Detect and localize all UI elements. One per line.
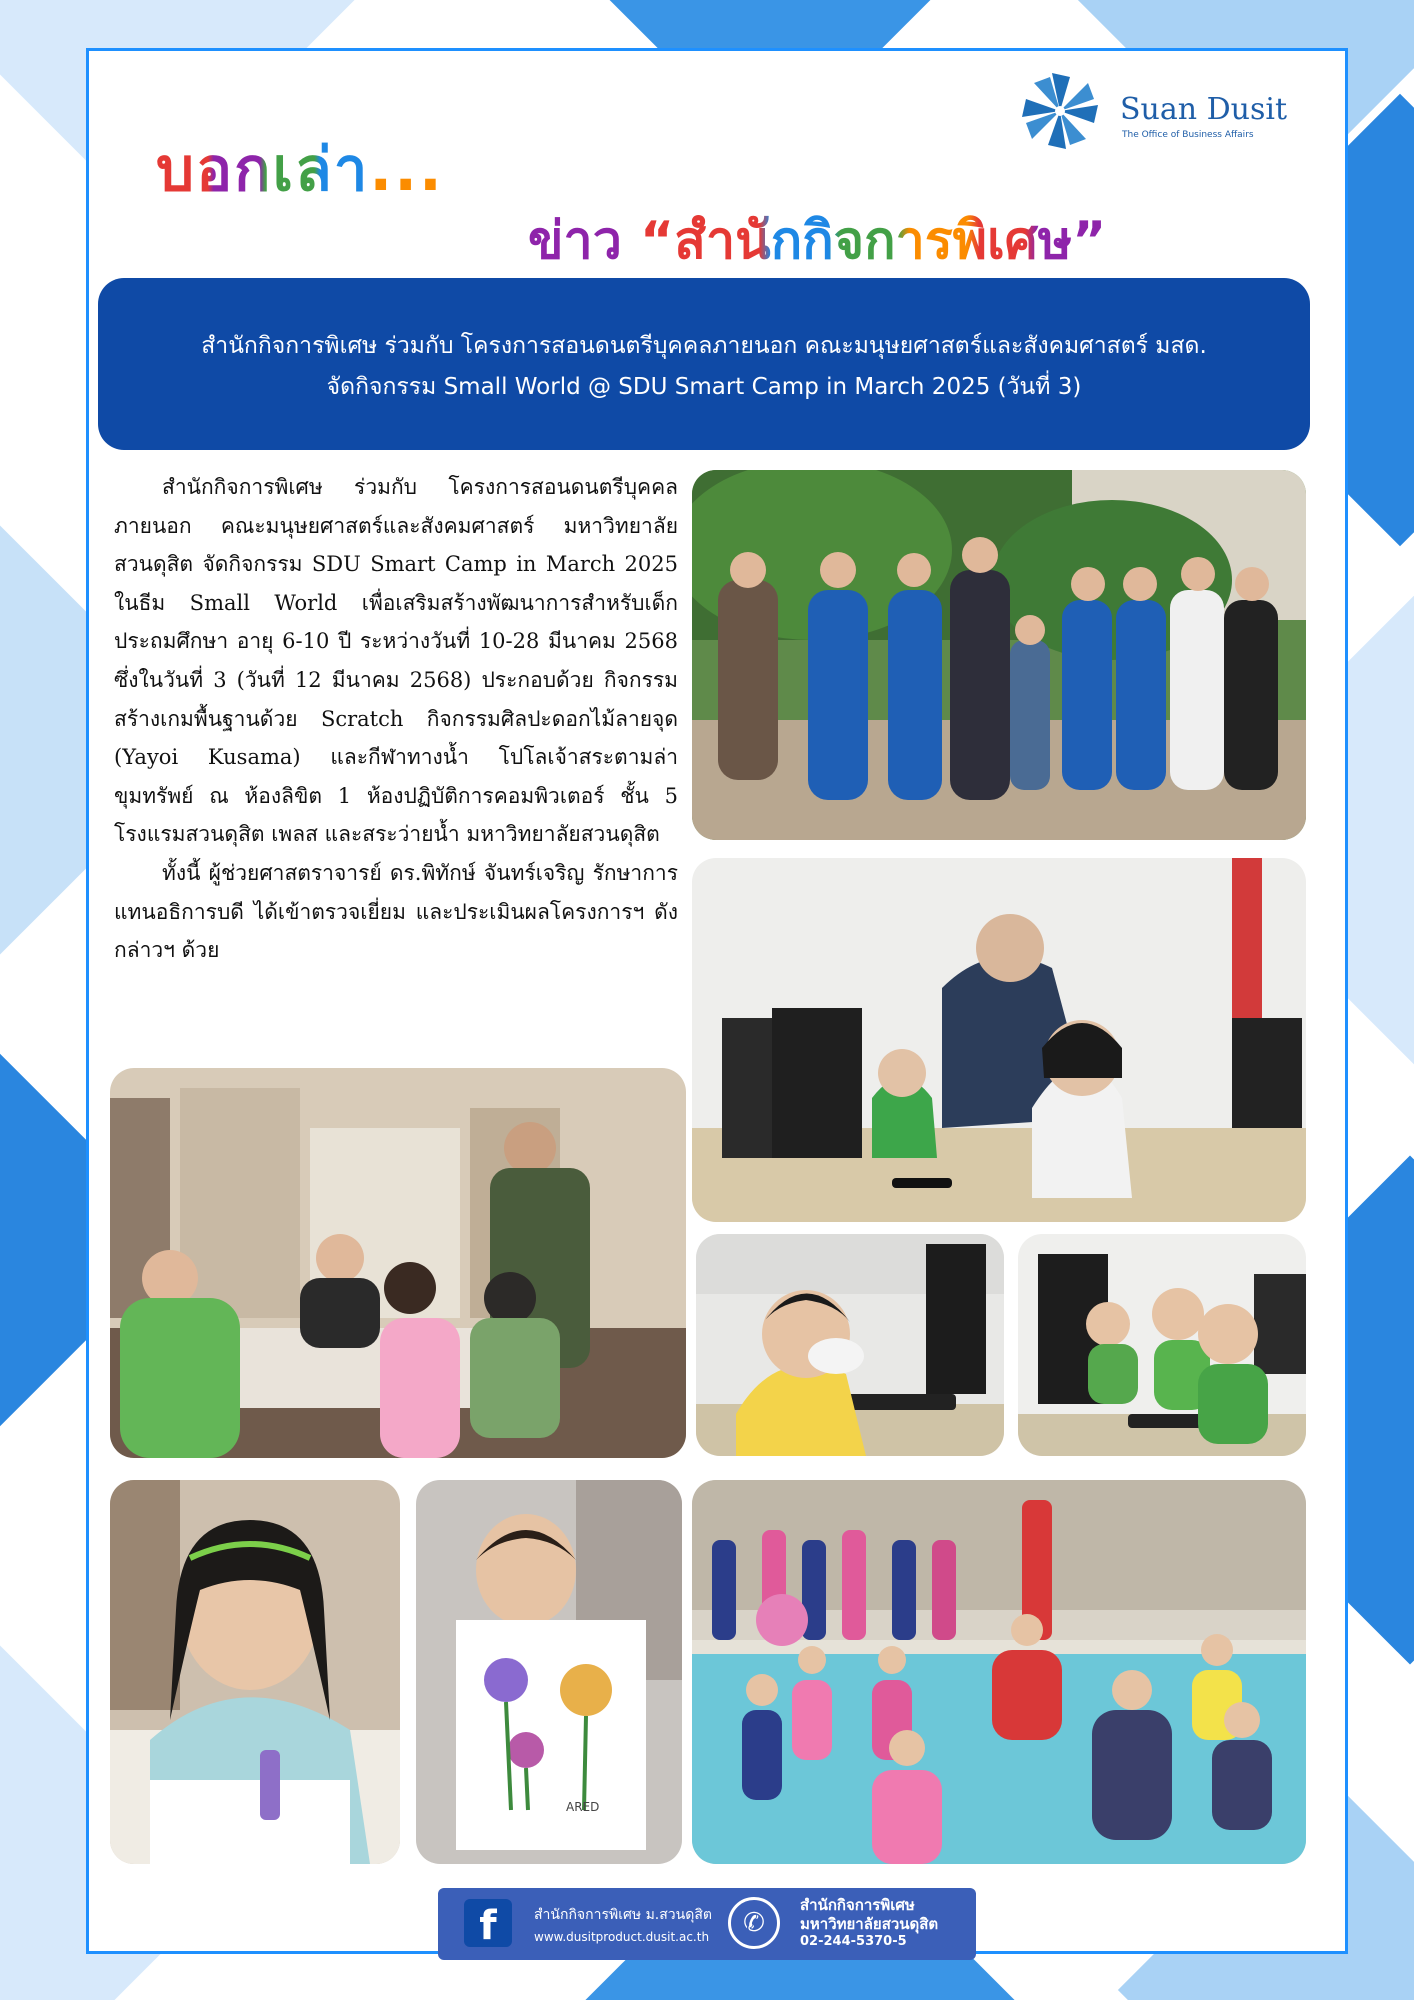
photo-swimming-pool — [692, 1480, 1306, 1864]
photo-kids-computer-lab — [1018, 1234, 1306, 1456]
headline-banner — [98, 278, 1310, 450]
photo-computer-lab-teacher — [692, 858, 1306, 1222]
article-body — [114, 468, 678, 970]
phone-icon: ✆ — [728, 1897, 780, 1949]
artwork-signature: ARED — [566, 1800, 600, 1814]
headline-line-2: จัดกิจกรรม Small World @ SDU Smart Camp in March 2025 (วันที่ 3) — [326, 374, 1082, 400]
article-paragraph-2: ทั้งนี้ ผู้ช่วยศาสตราจารย์ ดร.พิทักษ์ จันทร์เจริญ รักษาการแทนอธิการบดี ได้เข้าตรวจเยี่ยม และประเมินผลโครงการฯ ดังกล่าวฯ ด้วย — [114, 860, 678, 963]
photo-boy-with-artwork — [416, 1480, 682, 1864]
pinwheel-logo-icon — [1020, 68, 1100, 154]
facebook-page-name[interactable]: สำนักกิจการพิเศษ ม.สวนดุสิต — [534, 1907, 712, 1923]
logo-name: Suan Dusit — [1120, 92, 1288, 127]
title-line-2 — [528, 198, 1106, 281]
office-name — [800, 1896, 938, 1934]
facebook-icon[interactable]: f — [464, 1899, 512, 1947]
headline-line-1: สำนักกิจการพิเศษ ร่วมกับ โครงการสอนดนตรีบุคคลภายนอก คณะมนุษยศาสตร์และสังคมศาสตร์ มสด. — [201, 333, 1207, 359]
photo-girl-drawing — [110, 1480, 400, 1864]
website-link[interactable]: www.dusitproduct.dusit.ac.th — [534, 1930, 710, 1944]
footer-contact-bar — [438, 1888, 976, 1960]
suan-dusit-logo — [1020, 68, 1300, 158]
title-line-1 — [156, 122, 444, 217]
title-line-1-text: บอกเล่า... — [156, 135, 444, 205]
logo-subtitle: The Office of Business Affairs — [1122, 130, 1254, 140]
office-name-line-2: มหาวิทยาลัยสวนดุสิต — [800, 1915, 939, 1933]
photo-art-classroom — [110, 1068, 686, 1458]
title-line-2-text: ข่าว “สำนักกิจการพิเศษ” — [528, 211, 1107, 271]
phone-number[interactable]: 02-244-5370-5 — [800, 1934, 907, 1949]
article-paragraph-1: สำนักกิจการพิเศษ ร่วมกับ โครงการสอนดนตรีบุคคลภายนอก คณะมนุษยศาสตร์และสังคมศาสตร์ มหาวิทยาลัยสวนดุสิต จัดกิจกรรม SDU Smart Camp in March 2025 ในธีม Small World เพื่อเสริมสร้างพัฒนาการสำหรับเด็กประถมศึกษา อายุ 6-10 ปี ระหว่างวันที่ 10-28 มีนาคม 2568 ซึ่งในวันที่ 3 (วันที่ 12 มีนาคม 2568) ประกอบด้วย กิจกรรมสร้างเกมพื้นฐานด้วย Scratch กิจกรรมศิลปะดอกไม้ลายจุด (Yayoi Kusama) และกีฬาทางน้ำ โปโลเจ้าสระตามล่าขุมทรัพย์ ณ ห้องลิขิต 1 ห้องปฏิบัติการคอมพิวเตอร์ ชั้น 5 โรงแรมสวนดุสิต เพลส และสระว่ายน้ำ มหาวิทยาลัยสวนดุสิต — [114, 475, 678, 847]
office-name-line-1: สำนักกิจการพิเศษ — [800, 1896, 915, 1914]
photo-group — [692, 470, 1306, 840]
photo-boy-at-computer — [696, 1234, 1004, 1456]
